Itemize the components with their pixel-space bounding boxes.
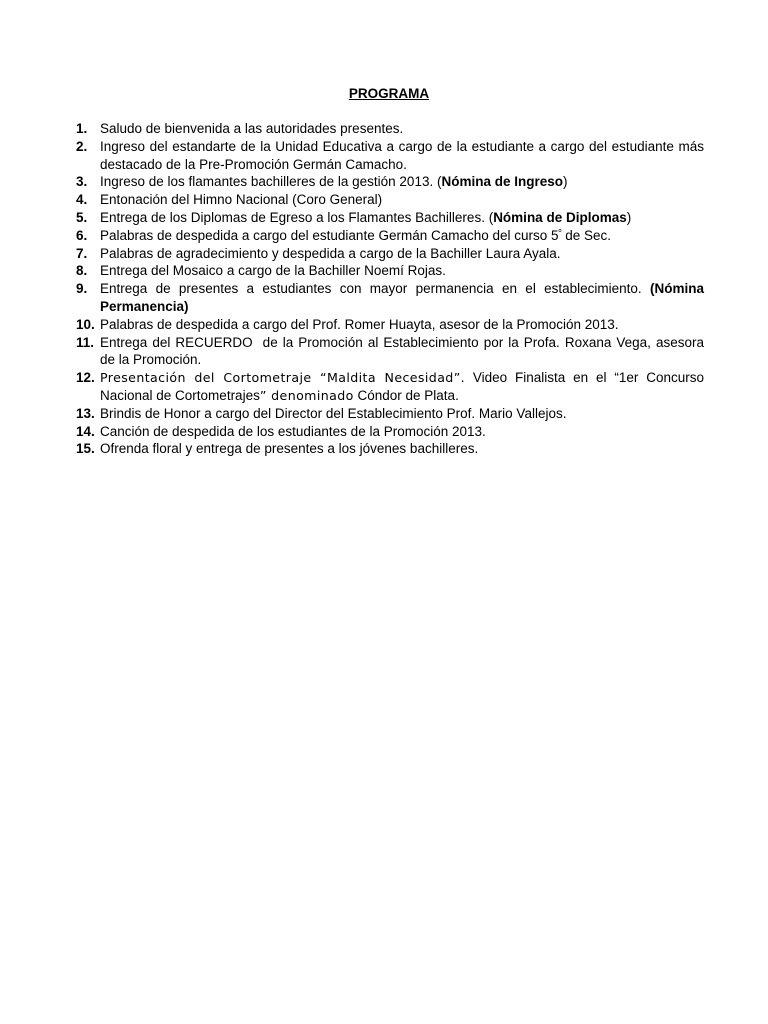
item-number: 1.	[76, 121, 88, 136]
item-number: 5.	[76, 209, 88, 225]
item-number: 8.	[76, 263, 88, 279]
list-item-2	[76, 138, 704, 174]
list-item-8	[76, 262, 704, 280]
item-number: 2.	[76, 138, 88, 154]
item-text-after: Cóndor de Plata.	[353, 387, 459, 403]
item-text: Palabras de despedida a cargo del Prof. Romer Huayta, asesor de la Promoción 2013.	[100, 316, 619, 332]
list-item-5	[76, 209, 704, 227]
item-number: 12.	[76, 370, 95, 386]
item-text-after: )	[626, 209, 632, 225]
item-number: 14.	[76, 423, 95, 439]
list-item-3	[76, 173, 704, 191]
item-text: Video Finalista en el “1er Concurso Nacional de Cortometrajes	[100, 370, 704, 403]
list-item-13	[76, 405, 704, 423]
item-number: 4.	[76, 192, 88, 208]
list-item-15	[76, 440, 704, 458]
item-text: Brindis de Honor a cargo del Director del Establecimiento Prof. Mario Vallejos.	[100, 405, 567, 421]
list-item-1	[76, 120, 704, 138]
item-text: Canción de despedida de los estudiantes de la Promoción 2013.	[100, 423, 486, 439]
item-bold-text: (Nómina Permanencia)	[100, 281, 704, 314]
item-number: 11.	[76, 334, 95, 350]
item-text: Entrega de presentes a estudiantes con mayor permanencia en el establecimiento.	[100, 281, 650, 297]
list-item-10	[76, 316, 704, 334]
item-text: Entrega del Mosaico a cargo de la Bachiller Noemí Rojas.	[100, 263, 446, 279]
item-text-after: )	[563, 174, 568, 190]
item-number: 6.	[76, 227, 88, 243]
list-item-11	[76, 334, 708, 370]
ordinal-superscript: º	[558, 227, 562, 237]
item-number: 13.	[76, 405, 95, 421]
item-text: Palabras de agradecimiento y despedida a cargo de la Bachiller Laura Ayala.	[100, 245, 561, 261]
item-text: Ingreso del estandarte de la Unidad Educativa a cargo de la estudiante a cargo del estudiante más destacado de la Pre-Promoción Germán Camacho.	[100, 138, 704, 172]
item-text: Ofrenda floral y entrega de presentes a los jóvenes bachilleres.	[100, 441, 479, 457]
list-item-9	[76, 280, 704, 316]
item-alt-text-2: ” denominado	[259, 387, 354, 403]
item-text: Saludo de bienvenida a las autoridades presentes.	[100, 121, 404, 136]
item-text: Entonación del Himno Nacional (Coro General)	[100, 192, 383, 208]
list-item-6	[76, 227, 704, 245]
item-number: 3.	[76, 174, 88, 190]
item-number: 9.	[76, 281, 88, 297]
item-number: 10.	[76, 316, 95, 332]
list-item-4	[76, 191, 704, 209]
item-number: 7.	[76, 245, 88, 261]
list-item-12	[76, 369, 704, 405]
item-number: 15.	[76, 441, 95, 457]
item-text: Entrega del RECUERDO de la Promoción al Establecimiento por la Profa. Roxana Vega, asesora de la Promoción.	[100, 334, 708, 368]
page-title: PROGRAMA	[348, 86, 430, 101]
program-list	[76, 120, 708, 458]
list-item-7	[76, 245, 704, 263]
item-text: Ingreso de los flamantes bachilleres de la gestión 2013. (	[100, 174, 442, 190]
item-text-after: de Sec.	[561, 227, 611, 243]
item-bold-text: Nómina de Diplomas	[493, 209, 627, 225]
list-item-14	[76, 423, 704, 441]
item-alt-text: Presentación del Cortometraje “Maldita Necesidad”.	[100, 370, 466, 386]
item-text: Palabras de despedida a cargo del estudiante Germán Camacho del curso 5	[100, 227, 559, 243]
item-bold-text: Nómina de Ingreso	[441, 174, 563, 190]
item-text: Entrega de los Diplomas de Egreso a los Flamantes Bachilleres. (	[100, 209, 494, 225]
